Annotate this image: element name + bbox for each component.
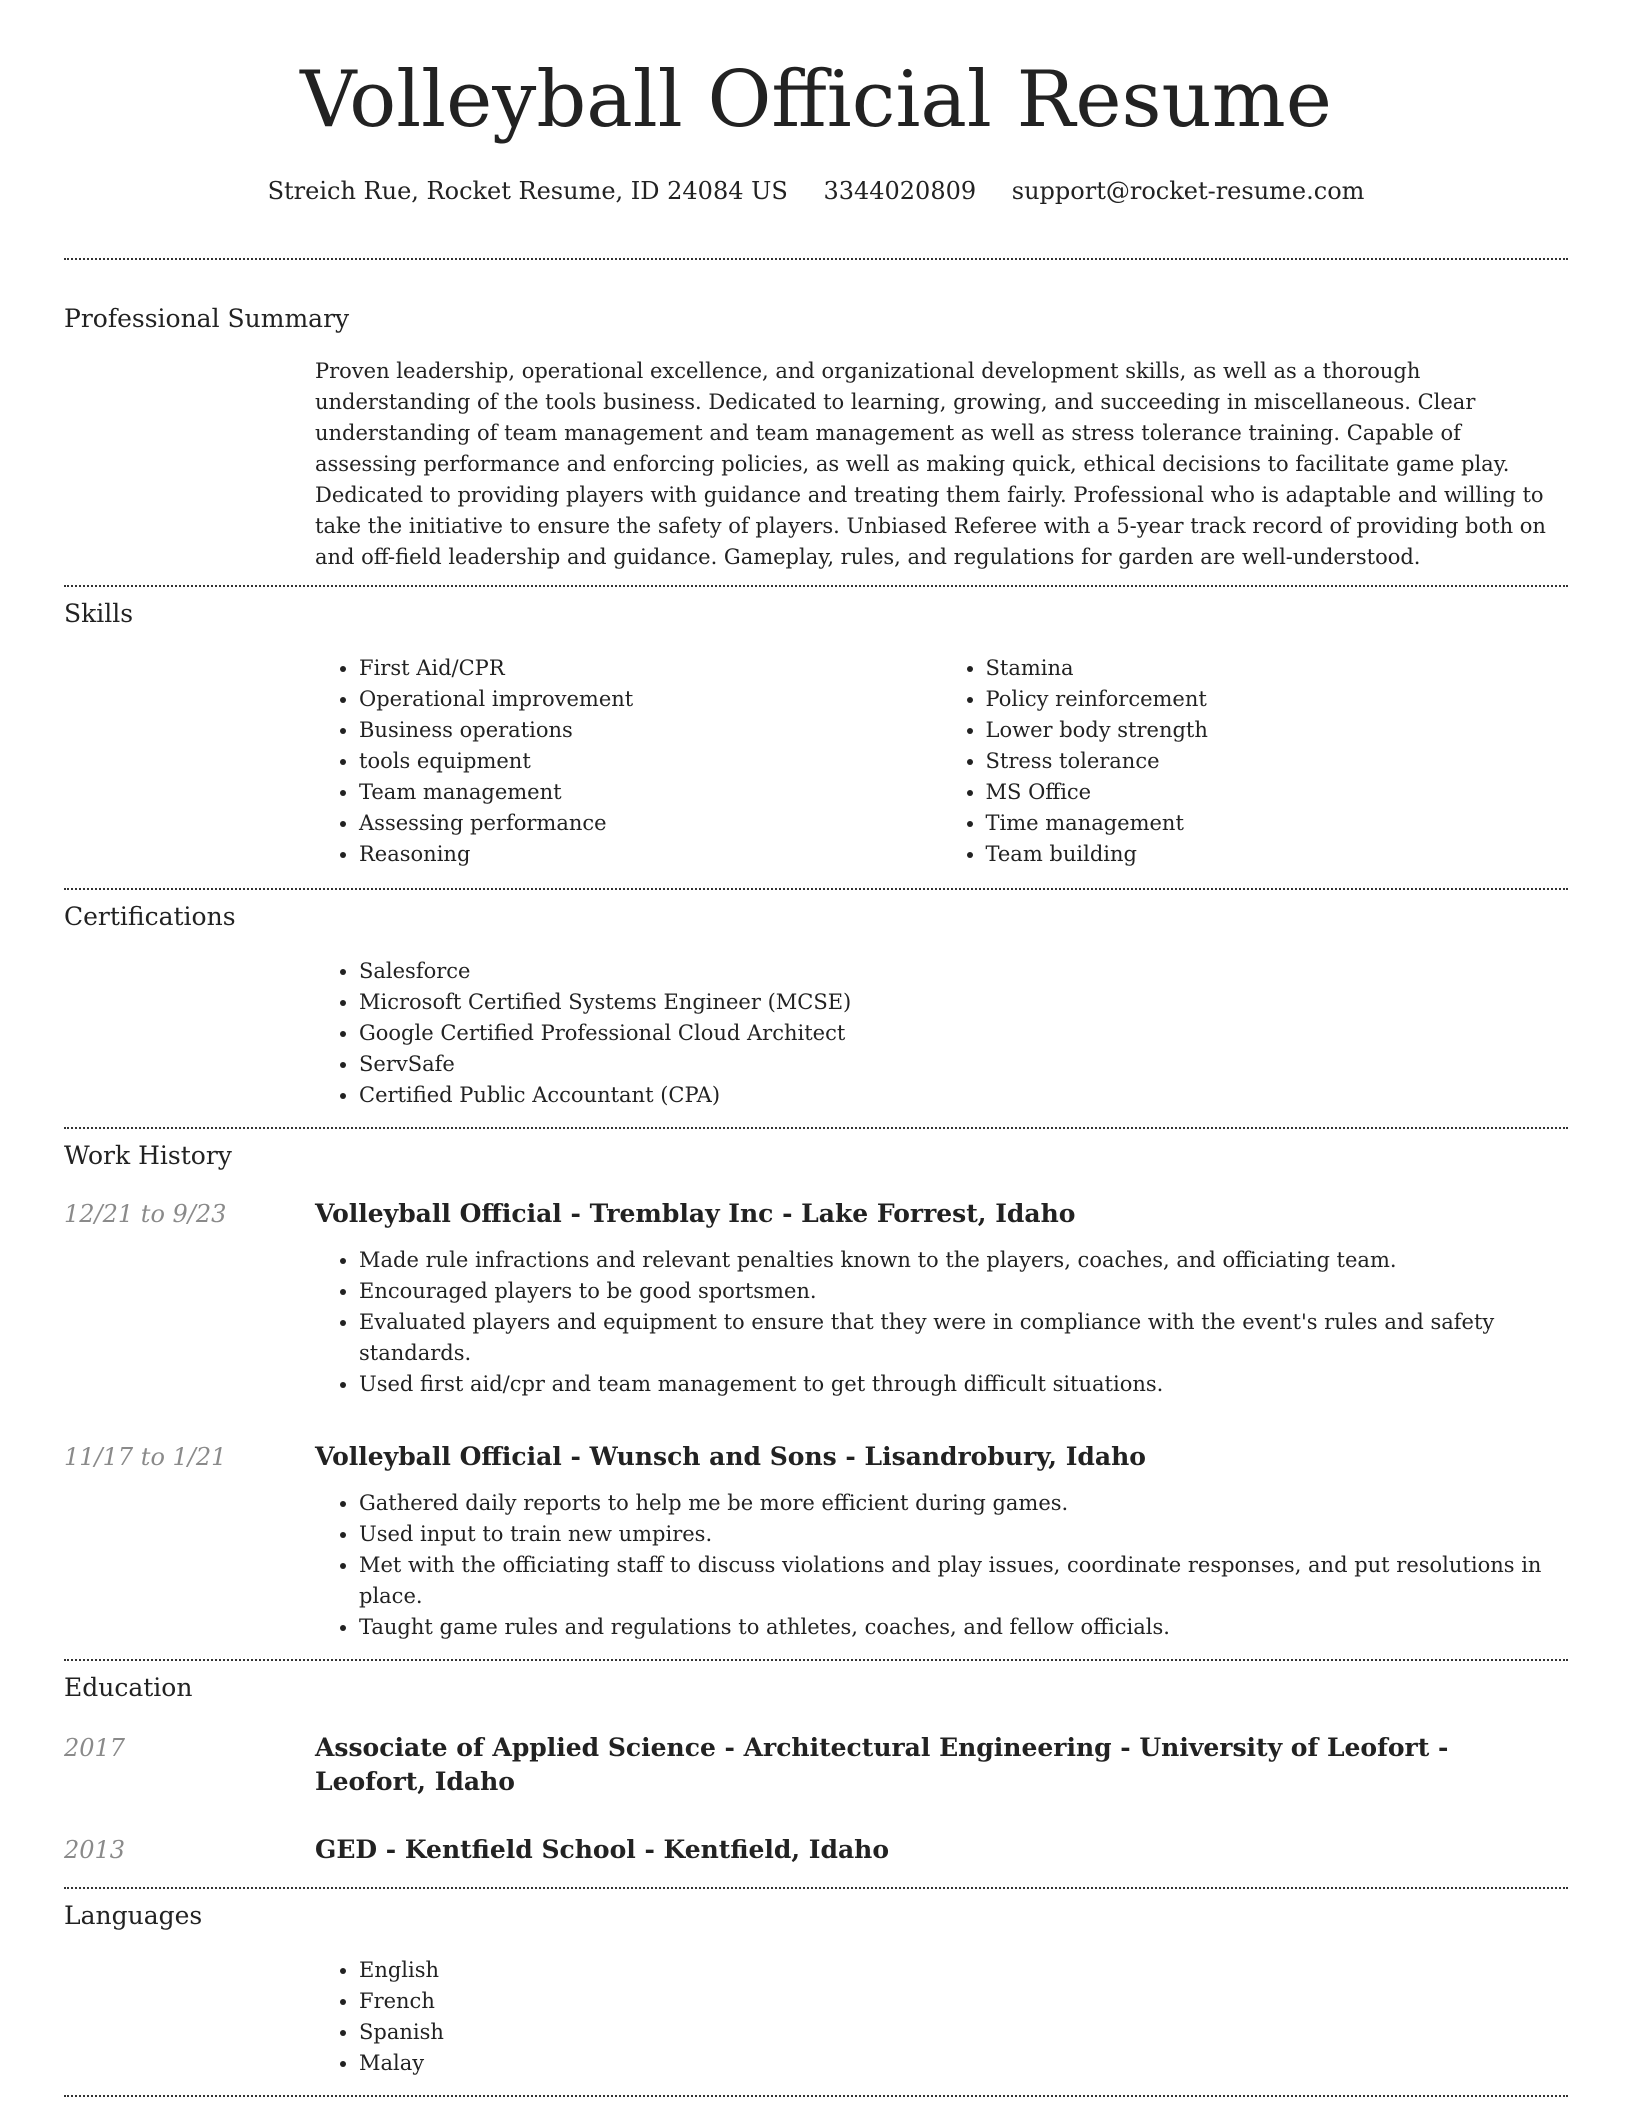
list-item: • Microsoft Certified Systems Engineer (MCSE) [359,987,1568,1018]
education-year: 2013 [64,1836,126,1864]
education-title: GED - Kentfield School - Kentfield, Idaho [315,1835,890,1864]
list-item: • Used first aid/cpr and team management to get through difficult situations. [359,1369,1568,1400]
list-item: • ServSafe [359,1049,1568,1080]
contact-address: Streich Rue, Rocket Resume, ID 24084 US [267,177,788,205]
resume-title: Volleyball Official Resume [300,55,1332,145]
list-item: • Google Certified Professional Cloud Architect [359,1018,1568,1049]
certifications-list [315,956,1568,1111]
education-title: Associate of Applied Science - Architectural Engineering - University of Leofort - Leofort, Idaho [315,1733,1449,1796]
job-bullets [315,1245,1568,1400]
list-item: • Made rule infractions and relevant penalties known to the players, coaches, and officiating team. [359,1245,1568,1276]
list-item: • Encouraged players to be good sportsmen. [359,1276,1568,1307]
list-item: • Salesforce [359,956,1568,987]
skills-section [64,587,1568,870]
list-item: • Stress tolerance [986,746,1569,777]
job-title: Volleyball Official - Tremblay Inc - Lake Forrest, Idaho [315,1199,1076,1228]
summary-section [64,260,1568,573]
list-item: • English [359,1955,1568,1986]
work-history-section [64,1129,1568,1659]
job-entry [64,1440,1568,1643]
list-item: • Gathered daily reports to help me be more efficient during games. [359,1488,1568,1519]
summary-text: Proven leadership, operational excellence, and organizational development skills, as well as a thorough understanding of the tools business. Dedicated to learning, growing, and succeeding in miscellaneous. Clear understanding of team management and team management as well as stress tolerance training. Capable of assessing performance and enforcing policies, as well as making quick, ethical decisions to facilitate game play. Dedicated to providing players with guidance and treating them fairly. Professional who is adaptable and willing to take the initiative to ensure the safety of players. Unbiased Referee with a 5-year track record of providing both on and off-field leadership and guidance. Gameplay, rules, and regulations for garden are well-understood. [315,359,1546,569]
list-item: • First Aid/CPR [359,653,942,684]
list-item: • tools equipment [359,746,942,777]
resume-header [64,0,1568,208]
education-entry [64,1731,1568,1799]
education-section [64,1661,1568,1887]
section-heading-education: Education [64,1673,193,1702]
list-item: • Time management [986,808,1569,839]
list-item: • Evaluated players and equipment to ensure that they were in compliance with the event's rules and safety standards. [359,1307,1568,1369]
list-item: • Malay [359,2048,1568,2079]
education-entry [64,1833,1568,1867]
list-item: • Lower body strength [986,715,1569,746]
list-item: • Taught game rules and regulations to athletes, coaches, and fellow officials. [359,1612,1568,1643]
list-item: • Policy reinforcement [986,684,1569,715]
contact-phone: 3344020809 [823,177,977,205]
list-item: • Stamina [986,653,1569,684]
languages-section [64,1889,1568,2079]
job-bullets [315,1488,1568,1643]
list-item: • Reasoning [359,839,942,870]
skills-list-right [942,653,1569,870]
job-dates: 12/21 to 9/23 [64,1200,227,1228]
list-item: • Spanish [359,2017,1568,2048]
list-item: • Business operations [359,715,942,746]
section-divider [64,2095,1568,2097]
job-entry [64,1197,1568,1400]
contact-line [64,174,1568,208]
skills-columns [315,653,1568,870]
section-heading-summary: Professional Summary [64,304,350,333]
job-title: Volleyball Official - Wunsch and Sons - Lisandrobury, Idaho [315,1442,1146,1471]
list-item: • Met with the officiating staff to discuss violations and play issues, coordinate responses, and put resolutions in place. [359,1550,1568,1612]
list-item: • Used input to train new umpires. [359,1519,1568,1550]
list-item: • French [359,1986,1568,2017]
section-heading-skills: Skills [64,599,134,628]
list-item: • Certified Public Accountant (CPA) [359,1080,1568,1111]
list-item: • MS Office [986,777,1569,808]
job-dates: 11/17 to 1/21 [64,1443,227,1471]
skills-list-left [315,653,942,870]
section-heading-certifications: Certifications [64,902,236,931]
list-item: • Assessing performance [359,808,942,839]
languages-list [315,1955,1568,2079]
section-heading-languages: Languages [64,1901,203,1930]
certifications-section [64,890,1568,1111]
list-item: • Team building [986,839,1569,870]
list-item: • Team management [359,777,942,808]
contact-email: support@rocket-resume.com [1011,177,1365,205]
section-heading-work: Work History [64,1141,232,1170]
list-item: • Operational improvement [359,684,942,715]
education-year: 2017 [64,1734,126,1762]
